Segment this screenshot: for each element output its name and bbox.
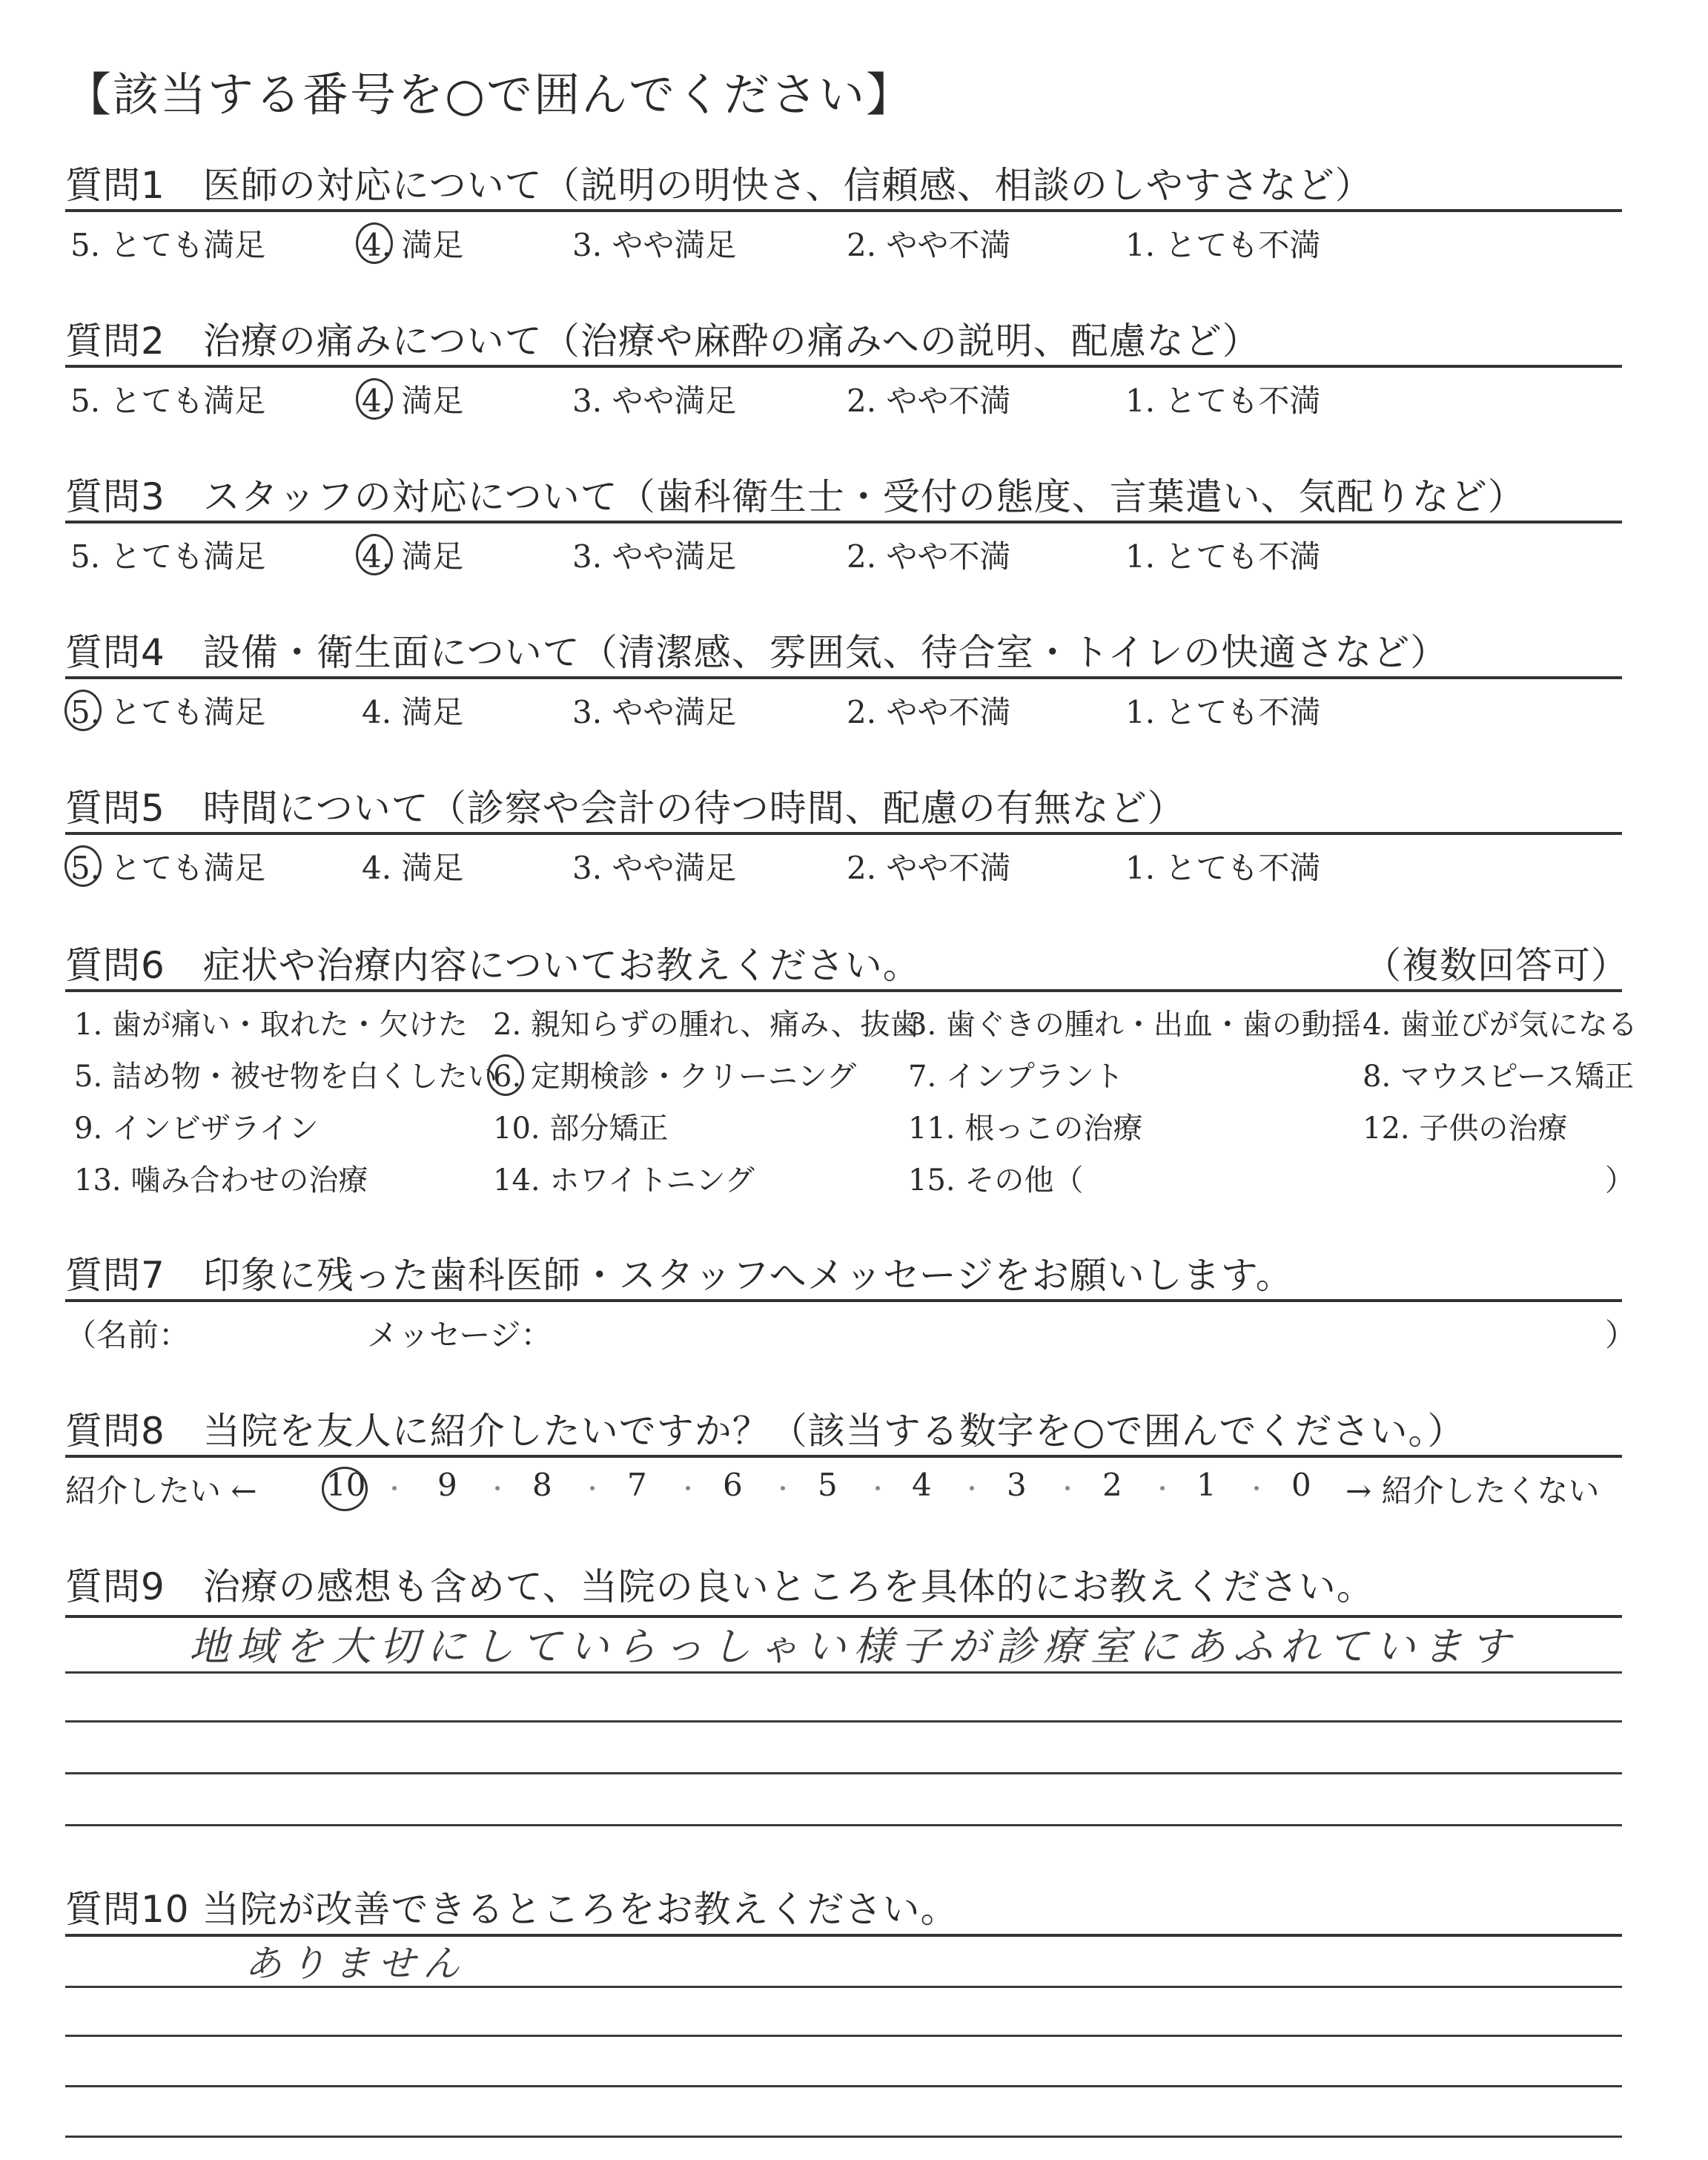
q8-scale-1[interactable]: 1 xyxy=(1196,1467,1217,1503)
question-1-rule xyxy=(65,209,1622,212)
q10-answer-line xyxy=(65,1986,1622,1988)
question-5-rule xyxy=(65,832,1622,835)
q1-option-5[interactable]: 5. とても満足 xyxy=(70,227,266,263)
q8-separator-dot xyxy=(1065,1486,1070,1490)
q7-name-label: （名前： xyxy=(65,1317,191,1353)
q9-answer-line xyxy=(65,1671,1622,1674)
q8-scale-8[interactable]: 8 xyxy=(532,1467,552,1503)
q8-scale-3[interactable]: 3 xyxy=(1007,1467,1027,1503)
q4-option-5[interactable]: 5. とても満足 xyxy=(70,694,266,730)
q9-handwritten-answer: 地域を大切にしていらっしゃい様子が診療室にあふれています xyxy=(189,1623,1517,1670)
question-3-title: 質問3 スタッフの対応について（歯科衛生士・受付の態度、言葉遣い、気配りなど） xyxy=(65,475,1526,518)
q6-option-9[interactable]: 9. インビザライン xyxy=(74,1112,319,1146)
q6-option-10[interactable]: 10. 部分矯正 xyxy=(493,1112,669,1146)
question-6-rule xyxy=(65,989,1622,992)
q6-option-7[interactable]: 7. インプラント xyxy=(908,1060,1124,1094)
q6-option-13[interactable]: 13. 噛み合わせの治療 xyxy=(74,1163,368,1198)
question-10-title: 質問10 当院が改善できるところをお教えください。 xyxy=(65,1888,959,1931)
question-2-title: 質問2 治療の痛みについて（治療や麻酔の痛みへの説明、配慮など） xyxy=(65,320,1260,363)
q4-option-3[interactable]: 3. やや満足 xyxy=(572,694,737,730)
q8-right-label: → 紹介したくない xyxy=(1345,1473,1600,1509)
q6-option-1[interactable]: 1. 歯が痛い・取れた・欠けた xyxy=(74,1008,468,1042)
q6-option-6[interactable]: 6. 定期検診・クリーニング xyxy=(493,1060,857,1094)
question-8-rule xyxy=(65,1455,1622,1458)
question-3-rule xyxy=(65,521,1622,524)
q8-separator-dot xyxy=(875,1486,880,1490)
q6-option-3[interactable]: 3. 歯ぐきの腫れ・出血・歯の動揺 xyxy=(908,1008,1361,1042)
q2-option-5[interactable]: 5. とても満足 xyxy=(70,383,266,419)
q7-message-label: メッセージ： xyxy=(367,1317,552,1353)
q4-option-1[interactable]: 1. とても不満 xyxy=(1125,694,1321,730)
question-2-rule xyxy=(65,365,1622,368)
form-header: 【該当する番号を○で囲んでください】 xyxy=(65,67,914,122)
q7-close-paren: ） xyxy=(1605,1317,1637,1353)
q8-separator-dot xyxy=(392,1486,397,1490)
q6-option-15[interactable]: 15. その他（ xyxy=(908,1163,1084,1198)
q2-option-2[interactable]: 2. やや不満 xyxy=(847,383,1011,419)
q6-option-4[interactable]: 4. 歯並びが気になる xyxy=(1363,1008,1638,1042)
q8-separator-dot xyxy=(781,1486,785,1490)
q5-selected-circle xyxy=(64,845,102,887)
q10-answer-line xyxy=(65,2035,1622,2037)
q5-option-5[interactable]: 5. とても満足 xyxy=(70,850,266,886)
q6-option-8[interactable]: 8. マウスピース矯正 xyxy=(1363,1060,1635,1094)
q5-option-1[interactable]: 1. とても不満 xyxy=(1125,850,1321,886)
q1-option-4[interactable]: 4. 満足 xyxy=(362,227,464,263)
q3-option-5[interactable]: 5. とても満足 xyxy=(70,538,266,575)
question-4-rule xyxy=(65,676,1622,679)
q3-option-2[interactable]: 2. やや不満 xyxy=(847,538,1011,575)
q1-selected-circle xyxy=(356,222,393,264)
q8-scale-0[interactable]: 0 xyxy=(1291,1467,1311,1503)
q8-separator-dot xyxy=(1160,1486,1165,1490)
q2-option-3[interactable]: 3. やや満足 xyxy=(572,383,737,419)
question-8-title: 質問8 当院を友人に紹介したいですか？（該当する数字を○で囲んでください。） xyxy=(65,1410,1466,1453)
q6-option-5[interactable]: 5. 詰め物・被せ物を白くしたい xyxy=(74,1060,497,1094)
q1-option-1[interactable]: 1. とても不満 xyxy=(1125,227,1321,263)
question-6-title: 質問6 症状や治療内容についてお教えください。 xyxy=(65,944,921,987)
q2-selected-circle xyxy=(356,378,393,420)
q8-scale-7[interactable]: 7 xyxy=(627,1467,647,1503)
q1-option-3[interactable]: 3. やや満足 xyxy=(572,227,737,263)
q4-option-2[interactable]: 2. やや不満 xyxy=(847,694,1011,730)
q6-other-close-paren: ） xyxy=(1605,1163,1635,1198)
q9-answer-line xyxy=(65,1720,1622,1723)
question-7-title: 質問7 印象に残った歯科医師・スタッフへメッセージをお願いします。 xyxy=(65,1254,1294,1297)
q8-separator-dot xyxy=(590,1486,595,1490)
q8-scale-6[interactable]: 6 xyxy=(723,1467,743,1503)
question-6-note: （複数回答可） xyxy=(1364,944,1629,987)
question-7-rule xyxy=(65,1299,1622,1302)
q10-answer-line xyxy=(65,2136,1622,2138)
q8-scale-2[interactable]: 2 xyxy=(1102,1467,1122,1503)
question-4-title: 質問4 設備・衛生面について（清潔感、雰囲気、待合室・トイレの快適さなど） xyxy=(65,631,1449,674)
q9-answer-line xyxy=(65,1772,1622,1774)
q8-scale-10[interactable]: 10 xyxy=(326,1467,366,1503)
q6-option-14[interactable]: 14. ホワイトニング xyxy=(493,1163,755,1198)
q2-option-1[interactable]: 1. とても不満 xyxy=(1125,383,1321,419)
q8-scale-9[interactable]: 9 xyxy=(437,1467,457,1503)
q8-scale-5[interactable]: 5 xyxy=(818,1467,838,1503)
q10-handwritten-answer: ありません xyxy=(245,1942,467,1985)
q8-separator-dot xyxy=(686,1486,690,1490)
q5-option-2[interactable]: 2. やや不満 xyxy=(847,850,1011,886)
q9-answer-line xyxy=(65,1824,1622,1826)
q4-selected-circle xyxy=(64,690,102,731)
q5-option-3[interactable]: 3. やや満足 xyxy=(572,850,737,886)
q10-answer-line xyxy=(65,2085,1622,2087)
q8-left-label: 紹介したい ← xyxy=(65,1473,257,1509)
q5-option-4[interactable]: 4. 満足 xyxy=(362,850,464,886)
q8-selected-circle xyxy=(322,1467,368,1511)
q3-selected-circle xyxy=(356,534,393,575)
question-5-title: 質問5 時間について（診察や会計の待つ時間、配慮の有無など） xyxy=(65,787,1185,830)
q8-separator-dot xyxy=(495,1486,500,1490)
q3-option-4[interactable]: 4. 満足 xyxy=(362,538,464,575)
question-1-title: 質問1 医師の対応について（説明の明快さ、信頼感、相談のしやすさなど） xyxy=(65,164,1373,207)
q3-option-1[interactable]: 1. とても不満 xyxy=(1125,538,1321,575)
q8-separator-dot xyxy=(1254,1486,1259,1490)
question-9-title: 質問9 治療の感想も含めて、当院の良いところを具体的にお教えください。 xyxy=(65,1565,1374,1608)
q3-option-3[interactable]: 3. やや満足 xyxy=(572,538,737,575)
q6-option-12[interactable]: 12. 子供の治療 xyxy=(1363,1112,1568,1146)
q1-option-2[interactable]: 2. やや不満 xyxy=(847,227,1011,263)
q8-scale-4[interactable]: 4 xyxy=(912,1467,932,1503)
q8-separator-dot xyxy=(970,1486,974,1490)
q6-selected-circle xyxy=(487,1054,524,1096)
q4-option-4[interactable]: 4. 満足 xyxy=(362,694,464,730)
q6-option-2[interactable]: 2. 親知らずの腫れ、痛み、抜歯 xyxy=(493,1008,920,1042)
q6-option-11[interactable]: 11. 根っこの治療 xyxy=(908,1112,1143,1146)
q2-option-4[interactable]: 4. 満足 xyxy=(362,383,464,419)
